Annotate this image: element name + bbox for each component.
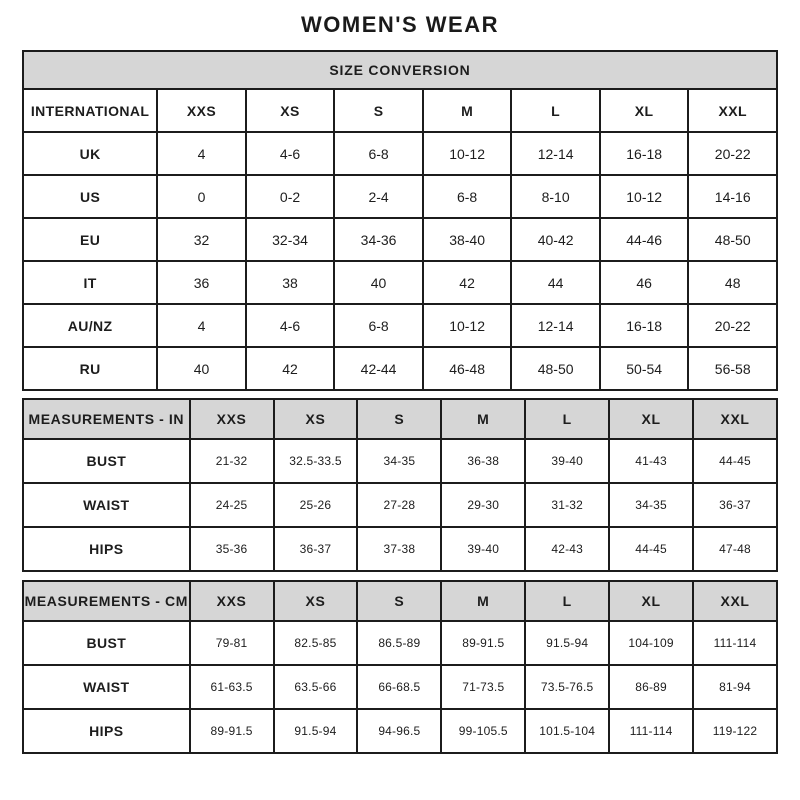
size-cell: 4 [157,304,246,347]
row-waist-in [23,483,777,527]
row-hips-in [23,527,777,571]
measurement-label: HIPS [23,709,190,753]
region-label: AU/NZ [23,304,157,347]
size-cell: 42 [423,261,512,304]
measurement-cell: 101.5-104 [525,709,609,753]
column-header-l: L [511,89,600,132]
measurement-cell: 37-38 [357,527,441,571]
measurement-cell: 79-81 [190,621,274,665]
measurement-cell: 44-45 [609,527,693,571]
measurements-in-table [22,398,778,572]
size-conversion-columns-row [23,89,777,132]
size-cell: 40 [157,347,246,390]
size-conversion-header: SIZE CONVERSION [23,51,777,89]
measurement-label: HIPS [23,527,190,571]
column-header-s: S [334,89,423,132]
measurements-cm-header: MEASUREMENTS - CM [23,581,190,621]
measurement-cell: 73.5-76.5 [525,665,609,709]
size-header-xxl: XXL [693,399,777,439]
region-label: US [23,175,157,218]
measurement-cell: 31-32 [525,483,609,527]
size-cell: 32-34 [246,218,335,261]
size-cell: 36 [157,261,246,304]
measurement-cell: 119-122 [693,709,777,753]
measurement-label: WAIST [23,483,190,527]
size-cell: 4 [157,132,246,175]
measurement-cell: 99-105.5 [441,709,525,753]
size-conversion-header-row [23,51,777,89]
size-header-xxl: XXL [693,581,777,621]
size-header-xs: XS [274,399,358,439]
measurement-cell: 104-109 [609,621,693,665]
measurement-cell: 36-37 [274,527,358,571]
size-cell: 40 [334,261,423,304]
measurements-cm-header-row [23,581,777,621]
measurement-cell: 91.5-94 [525,621,609,665]
measurement-cell: 71-73.5 [441,665,525,709]
region-label: EU [23,218,157,261]
measurement-label: BUST [23,621,190,665]
size-conversion-table [22,50,778,391]
measurement-cell: 24-25 [190,483,274,527]
size-cell: 48 [688,261,777,304]
row-bust-in [23,439,777,483]
row-us [23,175,777,218]
column-header-xxs: XXS [157,89,246,132]
measurement-cell: 29-30 [441,483,525,527]
measurement-cell: 47-48 [693,527,777,571]
row-waist-cm [23,665,777,709]
size-header-l: L [525,581,609,621]
measurement-cell: 86-89 [609,665,693,709]
size-cell: 20-22 [688,132,777,175]
size-header-xs: XS [274,581,358,621]
size-cell: 48-50 [688,218,777,261]
size-cell: 6-8 [334,304,423,347]
row-aunz [23,304,777,347]
size-cell: 42 [246,347,335,390]
row-uk [23,132,777,175]
row-hips-cm [23,709,777,753]
region-label: UK [23,132,157,175]
measurement-cell: 27-28 [357,483,441,527]
size-cell: 16-18 [600,132,689,175]
size-header-xl: XL [609,399,693,439]
column-header-international: INTERNATIONAL [23,89,157,132]
size-cell: 6-8 [423,175,512,218]
size-cell: 4-6 [246,304,335,347]
measurement-cell: 81-94 [693,665,777,709]
measurement-cell: 39-40 [525,439,609,483]
measurement-cell: 36-37 [693,483,777,527]
measurements-in-header: MEASUREMENTS - IN [23,399,190,439]
measurement-label: WAIST [23,665,190,709]
row-bust-cm [23,621,777,665]
size-header-xl: XL [609,581,693,621]
size-cell: 34-36 [334,218,423,261]
measurement-cell: 35-36 [190,527,274,571]
measurement-cell: 44-45 [693,439,777,483]
measurement-cell: 25-26 [274,483,358,527]
measurement-cell: 42-43 [525,527,609,571]
measurement-cell: 34-35 [609,483,693,527]
size-header-s: S [357,399,441,439]
size-cell: 8-10 [511,175,600,218]
size-cell: 4-6 [246,132,335,175]
measurement-cell: 94-96.5 [357,709,441,753]
size-cell: 48-50 [511,347,600,390]
region-label: IT [23,261,157,304]
row-ru [23,347,777,390]
size-header-l: L [525,399,609,439]
size-cell: 46-48 [423,347,512,390]
size-cell: 40-42 [511,218,600,261]
column-header-m: M [423,89,512,132]
row-eu [23,218,777,261]
size-cell: 32 [157,218,246,261]
measurements-in-header-row [23,399,777,439]
measurement-cell: 32.5-33.5 [274,439,358,483]
size-cell: 44 [511,261,600,304]
size-cell: 12-14 [511,132,600,175]
size-header-xxs: XXS [190,581,274,621]
measurement-cell: 89-91.5 [441,621,525,665]
size-cell: 46 [600,261,689,304]
measurement-cell: 91.5-94 [274,709,358,753]
size-cell: 0-2 [246,175,335,218]
column-header-xl: XL [600,89,689,132]
size-header-s: S [357,581,441,621]
measurement-cell: 82.5-85 [274,621,358,665]
column-header-xs: XS [246,89,335,132]
size-cell: 0 [157,175,246,218]
size-cell: 38 [246,261,335,304]
size-cell: 38-40 [423,218,512,261]
measurement-cell: 61-63.5 [190,665,274,709]
column-header-xxl: XXL [688,89,777,132]
measurement-cell: 41-43 [609,439,693,483]
measurement-cell: 39-40 [441,527,525,571]
size-cell: 44-46 [600,218,689,261]
size-cell: 42-44 [334,347,423,390]
measurement-cell: 63.5-66 [274,665,358,709]
measurement-cell: 89-91.5 [190,709,274,753]
region-label: RU [23,347,157,390]
size-header-m: M [441,399,525,439]
size-cell: 16-18 [600,304,689,347]
measurement-cell: 34-35 [357,439,441,483]
size-cell: 12-14 [511,304,600,347]
size-header-xxs: XXS [190,399,274,439]
size-cell: 14-16 [688,175,777,218]
size-cell: 50-54 [600,347,689,390]
size-cell: 10-12 [600,175,689,218]
measurement-cell: 66-68.5 [357,665,441,709]
measurements-cm-table [22,580,778,754]
row-it [23,261,777,304]
size-cell: 2-4 [334,175,423,218]
size-cell: 20-22 [688,304,777,347]
size-header-m: M [441,581,525,621]
measurement-label: BUST [23,439,190,483]
measurement-cell: 86.5-89 [357,621,441,665]
page-title: WOMEN'S WEAR [301,12,499,37]
measurement-cell: 21-32 [190,439,274,483]
size-cell: 56-58 [688,347,777,390]
size-cell: 10-12 [423,304,512,347]
measurement-cell: 36-38 [441,439,525,483]
size-cell: 6-8 [334,132,423,175]
measurement-cell: 111-114 [609,709,693,753]
size-cell: 10-12 [423,132,512,175]
measurement-cell: 111-114 [693,621,777,665]
